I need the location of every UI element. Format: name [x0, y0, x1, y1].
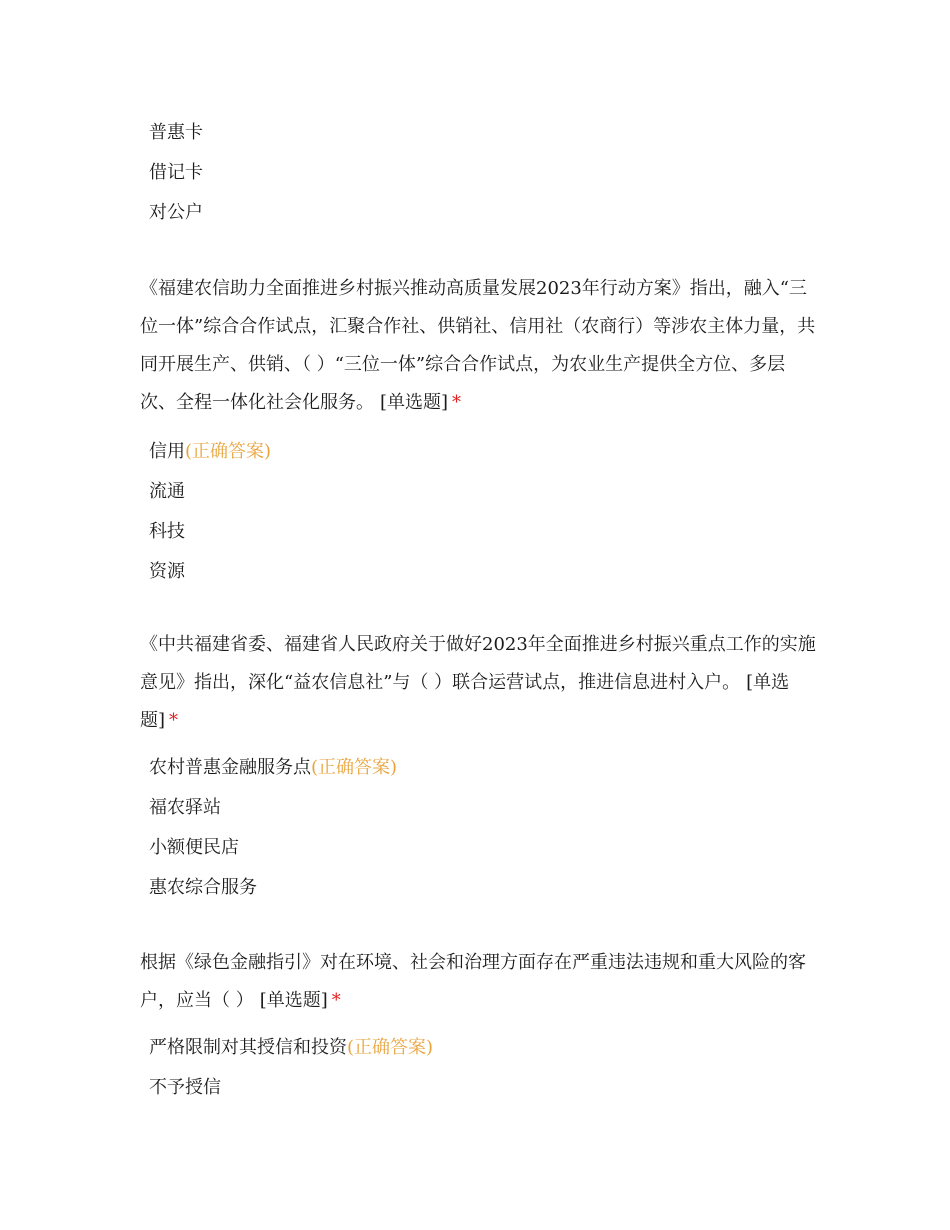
option-label: 借记卡: [149, 162, 203, 183]
option-item: [140, 432, 820, 472]
option-label: 严格限制对其授信和投资: [149, 1037, 347, 1058]
option-label: 流通: [149, 481, 185, 502]
option-item: [140, 788, 820, 828]
option-label: 小额便民店: [149, 837, 239, 858]
option-item: [140, 512, 820, 552]
required-mark: *: [169, 710, 179, 731]
question-text: [140, 626, 820, 740]
option-list: [140, 113, 820, 233]
option-item: [140, 552, 820, 592]
correct-answer-tag: (正确答案): [185, 441, 272, 462]
option-label: 农村普惠金融服务点: [149, 757, 311, 778]
option-item: [140, 472, 820, 512]
option-label: 不予授信: [149, 1077, 221, 1098]
option-item: [140, 828, 820, 868]
option-item: [140, 868, 820, 908]
option-label: 福农驿站: [149, 797, 221, 818]
option-label: 普惠卡: [149, 122, 203, 143]
question-stem: 根据《绿色金融指引》对在环境、社会和治理方面存在严重违法违规和重大风险的客户，应当（ ）: [140, 952, 806, 1011]
option-item: [140, 1068, 820, 1108]
question-2: [140, 626, 820, 908]
option-label: 信用: [149, 441, 185, 462]
question-3: [140, 944, 820, 1108]
option-item: [140, 1028, 820, 1068]
option-label: 对公户: [149, 202, 203, 223]
option-item: [140, 748, 820, 788]
correct-answer-tag: (正确答案): [347, 1037, 434, 1058]
question-type-tag: [单选题]: [380, 392, 449, 413]
question-stem: 《中共福建省委、福建省人民政府关于做好2023年全面推进乡村振兴重点工作的实施意见》指出，深化“益农信息社”与（ ）联合运营试点，推进信息进村入户。: [140, 634, 816, 693]
correct-answer-tag: (正确答案): [311, 757, 398, 778]
question-type-tag: [单选题]: [259, 990, 328, 1011]
option-item: [140, 113, 820, 153]
option-label: 惠农综合服务: [149, 877, 257, 898]
option-label: 科技: [149, 521, 185, 542]
question-text: [140, 270, 820, 422]
required-mark: *: [452, 392, 462, 413]
option-list: [140, 1028, 820, 1108]
question-1: [140, 270, 820, 592]
option-label: 资源: [149, 561, 185, 582]
question-stem: 《福建农信助力全面推进乡村振兴推动高质量发展2023年行动方案》指出，融入“三位一体”综合合作试点，汇聚合作社、供销社、信用社（农商行）等涉农主体力量，共同开展生产、供销、（ ）“三位一体”综合合作试点，为农业生产提供全方位、多层次、全程一体化社会化服务。: [140, 278, 816, 413]
option-list: [140, 432, 820, 592]
previous-question-options: [140, 113, 820, 233]
question-type-tag: [单选题]: [140, 672, 790, 731]
option-list: [140, 748, 820, 908]
option-item: [140, 153, 820, 193]
option-item: [140, 193, 820, 233]
required-mark: *: [331, 990, 341, 1011]
question-text: [140, 944, 820, 1020]
